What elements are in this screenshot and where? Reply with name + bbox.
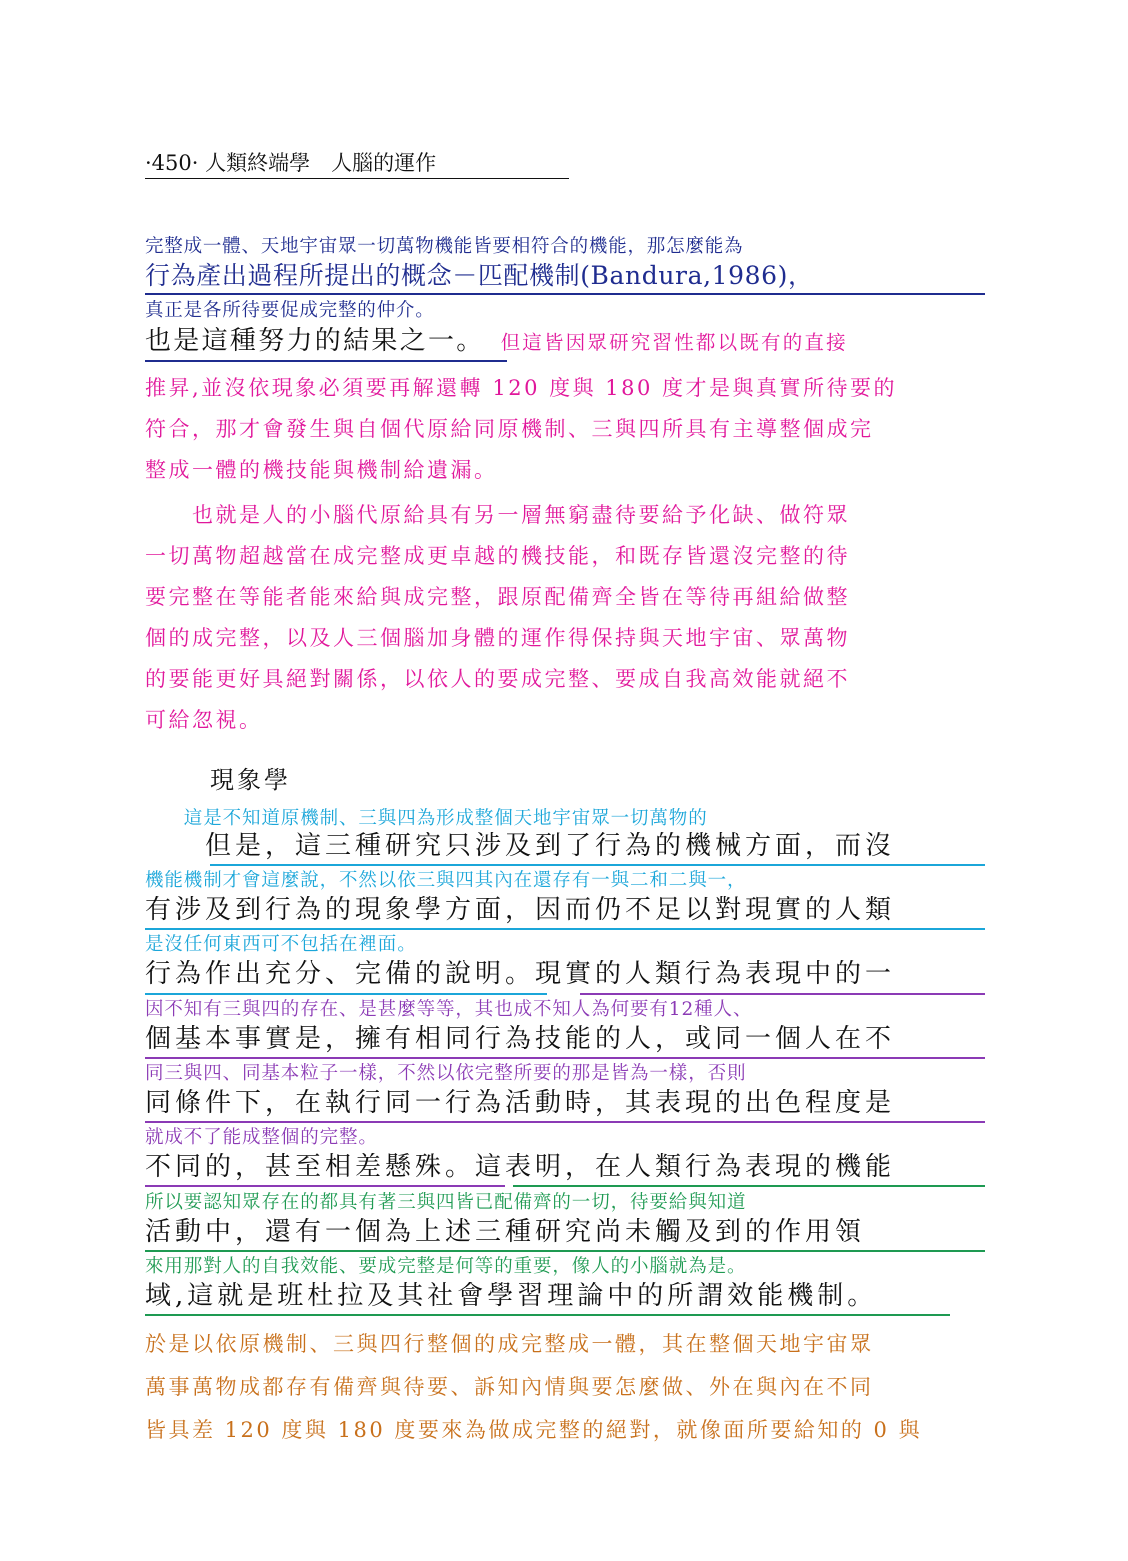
- paragraph-line: 個的成完整，以及人三個腦加身體的運作得保持與天地宇宙、眾萬物: [145, 626, 850, 650]
- underline: [145, 1121, 985, 1123]
- paragraph-line: 也就是人的小腦代原給具有另一層無窮盡待要給予化缺、做符眾: [145, 503, 850, 527]
- annotation-line: 機能機制才會這麼說，不然以依三與四其內在還存有一與二和二與一，: [145, 870, 747, 891]
- annotation-line: 這是不知道原機制、三與四為形成整個天地宇宙眾一切萬物的: [145, 808, 708, 829]
- annotation-line: 完整成一體、天地宇宙眾一切萬物機能皆要相符合的機能，那怎麼能為: [145, 236, 744, 257]
- body-line: [145, 327, 985, 357]
- section-title: 現象學: [210, 767, 291, 794]
- paragraph-line: 整成一體的機技能與機制給遺漏。: [145, 458, 498, 482]
- header-rule: [145, 178, 569, 179]
- underline: [145, 928, 985, 930]
- body-line: 但是，這三種研究只涉及到了行為的機械方面，而沒: [145, 832, 896, 861]
- paragraph-line: 可給忽視。: [145, 708, 263, 732]
- underline: [145, 1314, 950, 1316]
- underline: [145, 1185, 505, 1187]
- body-line: 活動中，還有一個為上述三種研究尚未觸及到的作用領: [145, 1218, 866, 1247]
- annotation-line: 所以要認知眾存在的都具有著三與四皆已配備齊的一切，待要給與知道: [145, 1192, 747, 1213]
- paragraph-line: 要完整在等能者能來給與成完整，跟原配備齊全皆在等待再組給做整: [145, 585, 850, 609]
- paragraph-line: 皆具差 120 度與 180 度要來為做成完整的絕對，就像面所要給知的 0 與: [145, 1418, 923, 1442]
- paragraph-line: 萬事萬物成都存有備齊與待要、訴知內情與要怎麼做、外在與內在不同: [145, 1375, 874, 1399]
- annotation-line: 就成不了能成整個的完整。: [145, 1127, 378, 1148]
- body-line: 行為產出過程所提出的概念－匹配機制(Bandura,1986)，: [145, 262, 814, 290]
- underline: [145, 993, 547, 995]
- underline: [145, 1250, 985, 1252]
- annotation-line: 真正是各所待要促成完整的仲介。: [145, 300, 435, 321]
- paragraph-line: 一切萬物超越當在成完整成更卓越的機技能，和既存皆還沒完整的待: [145, 544, 850, 568]
- body-text: 也是這種努力的結果之一。: [145, 327, 485, 356]
- annotation-line: 來用那對人的自我效能、要成完整是何等的重要，像人的小腦就為是。: [145, 1256, 747, 1277]
- inline-annotation: 但這皆因眾研究習性都以既有的直接: [500, 331, 848, 354]
- underline: [513, 1185, 985, 1187]
- body-line: 不同的，甚至相差懸殊。這表明，在人類行為表現的機能: [145, 1153, 896, 1182]
- running-header: ·450· 人類終端學 人腦的運作: [145, 151, 437, 175]
- underline: [145, 1057, 985, 1059]
- body-line: 行為作出充分、完備的說明。現實的人類行為表現中的一: [145, 960, 896, 989]
- paragraph-line: 推昇,並沒依現象必須要再解還轉 120 度與 180 度才是與真實所待要的: [145, 376, 898, 400]
- annotation-line: 同三與四、同基本粒子一樣，不然以依完整所要的那是皆為一樣，否則: [145, 1063, 747, 1084]
- body-line: 同條件下，在執行同一行為活動時，其表現的出色程度是: [145, 1089, 896, 1118]
- underline: [580, 993, 985, 995]
- annotation-line: 因不知有三與四的存在、是甚麼等等，其也成不知人為何要有12種人、: [145, 999, 753, 1020]
- underline: [145, 293, 985, 295]
- paragraph-line: 於是以依原機制、三與四行整個的成完整成一體，其在整個天地宇宙眾: [145, 1332, 874, 1356]
- paragraph-line: 符合，那才會發生與自個代原給同原機制、三與四所具有主導整個成完: [145, 417, 874, 441]
- body-line: 有涉及到行為的現象學方面，因而仍不足以對現實的人類: [145, 896, 896, 925]
- body-line: 個基本事實是，擁有相同行為技能的人，或同一個人在不: [145, 1025, 896, 1054]
- body-line: 域,這就是班杜拉及其社會學習理論中的所謂效能機制。: [145, 1282, 878, 1311]
- annotation-line: 是沒任何東西可不包括在裡面。: [145, 934, 417, 955]
- underline: [145, 360, 507, 362]
- paragraph-line: 的要能更好具絕對關係，以依人的要成完整、要成自我高效能就絕不: [145, 667, 850, 691]
- underline: [210, 864, 985, 866]
